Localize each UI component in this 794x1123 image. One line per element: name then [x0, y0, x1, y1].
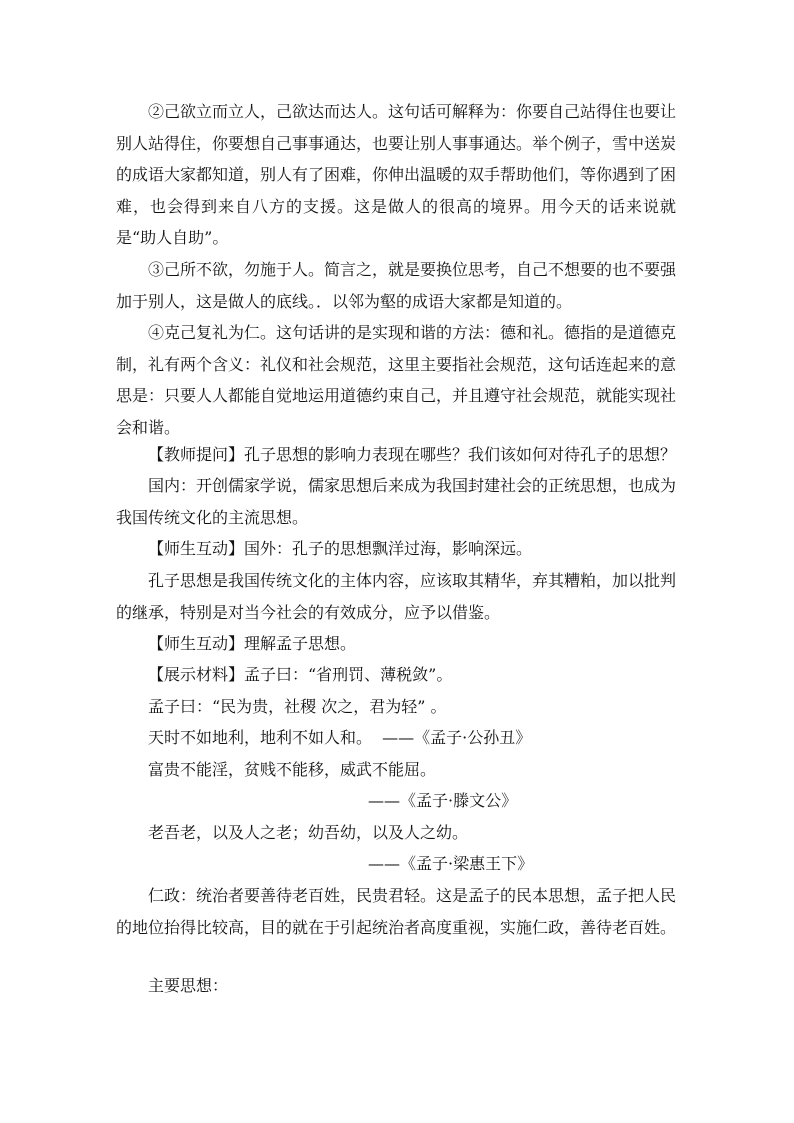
paragraph-ji-yu-li-er-li-ren: ②己欲立而立人，己欲达而达人。这句话可解释为：你要自己站得住也要让别人站得住，你要想自己事事通达，也要让别人事事通达。举个例子，雪中送炭的成语大家都知道，别人有了困难，你伸出温暖的双手帮助他们，等你遇到了困难，也会得到来自八方的支援。这是做人的很高的境界。用今天的话来说就是“助人自助”。 [116, 102, 677, 247]
source-teng-wen-gong: ——《孟子·滕文公》 [368, 791, 518, 810]
paragraph-ke-ji-fu-li: ④克己复礼为仁。这句话讲的是实现和谐的方法：德和礼。德指的是道德克制，礼有两个含义：礼仪和社会规范，这里主要指社会规范，这句话连起来的意思是：只要人人都能自觉地运用道德约束自己，并且遵守社会规范，就能实现社会和谐。 [116, 323, 677, 437]
teacher-question: 【教师提问】孔子思想的影响力表现在哪些？我们该如何对待孔子的思想？ [148, 445, 677, 464]
paragraph-benevolent-governance: 仁政：统治者要善待老百姓，民贵君轻。这是孟子的民本思想，孟子把人民的地位抬得比较高，目的就在于引起统治者高度重视，实施仁政，善待老百姓。 [116, 886, 677, 937]
main-thoughts-heading: 主要思想： [148, 976, 229, 995]
material-quote-5: 老吾老，以及人之老；幼吾幼，以及人之幼。 [148, 823, 469, 842]
source-liang-hui-wang: ——《孟子·梁惠王下》 [368, 854, 534, 873]
interaction-mencius: 【师生互动】理解孟子思想。 [148, 634, 357, 653]
material-quote-4: 富贵不能淫，贫贱不能移，威武不能屈。 [148, 760, 437, 779]
paragraph-ji-suo-bu-yu: ③己所不欲，勿施于人。简言之，就是要换位思考，自己不想要的也不要强加于别人，这是做人的底线。．以邻为壑的成语大家都是知道的。 [116, 260, 677, 311]
material-quote-3: 天时不如地利，地利不如人和。 ——《孟子·公孙丑》 [148, 728, 532, 747]
material-quote-1: 【展示材料】孟子曰：“省刑罚、薄税敛”。 [148, 665, 453, 684]
paragraph-domestic: 国内：开创儒家学说，儒家思想后来成为我国封建社会的正统思想，也成为我国传统文化的主流思想。 [116, 476, 677, 527]
material-quote-2: 孟子曰：“民为贵，社稷 次之，君为轻” 。 [148, 697, 447, 716]
paragraph-confucius-thought: 孔子思想是我国传统文化的主体内容，应该取其精华，弃其糟粕，加以批判的继承，特别是对当今社会的有效成分，应予以借鉴。 [116, 571, 677, 622]
interaction-abroad: 【师生互动】国外：孔子的思想飘洋过海，影响深远。 [148, 539, 533, 558]
